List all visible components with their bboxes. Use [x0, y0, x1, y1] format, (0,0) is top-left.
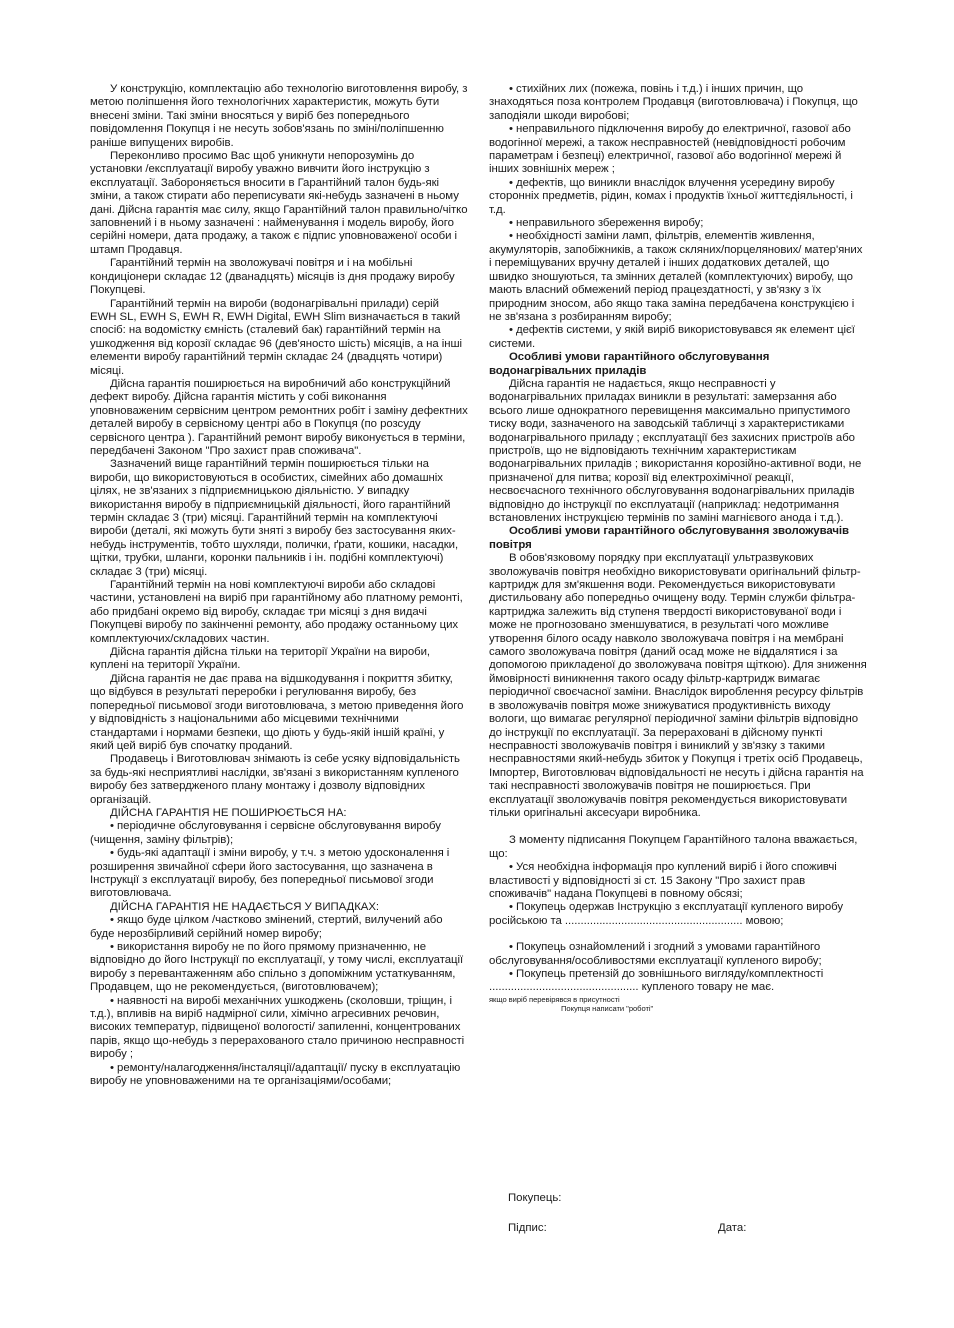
paragraph: • будь-які адаптації і зміни виробу, у т.ч. з метою удосконалення і розширення звичайної сфери його застосування, що зазначена в Інструкції з експлуатації виробу, без попередньої письмової згоди виготовлювача.: [90, 847, 450, 900]
paragraph: Гарантійний термін на нові комплектуючі вироби або складові частини, установлені на виріб при гарантійному або платному ремонті, або придбані окремо від виробу, складає три місяці з дня видачі Покупцеві виробу по закінченні ремонту, або продажу останньому цих комплектуючих/складових частин.: [90, 579, 463, 645]
paragraph: Дійсна гарантія не дає права на відшкодування і покриття збитку, що відбувся в результаті переробки і регулювання виробу, без попередньої письмової згоди виготовлювача, з метою приведення його у відповідність з національними або місцевими технічними стандартами і нормами безпеки, що діють у будь-якій іншій країні, у який цей виріб був спочатку проданий.: [90, 672, 464, 752]
paragraph: • Покупець ознайомлений і згодний з умовами гарантійного обслуговування/особливостями експлуатації купленого виробу;: [489, 941, 822, 967]
section-heading: Особливі умови гарантійного обслуговування зволожувачів повітря: [489, 525, 850, 551]
left-column: [90, 83, 468, 1088]
buyer-label: Покупець:: [508, 1192, 562, 1204]
paragraph: ДІЙСНА ГАРАНТІЯ НЕ ПОШИРЮЄТЬСЯ НА:: [110, 806, 347, 819]
paragraph: • дефектів, що виникли внаслідок влучення усередину виробу сторонніх предметів, рідин, комах і продуктів їхньої життєдіяльності, і т.д.: [489, 176, 853, 216]
paragraph: ДІЙСНА ГАРАНТІЯ НЕ НАДАЄТЬСЯ У ВИПАДКАХ:: [110, 900, 379, 913]
paragraph: Гарантійний термін на вироби (водонагрівальні прилади) серій EWH SL, EWH S, EWH R, EWH Digital, EWH Slim визначається в такий спосіб: на водомістку ємність (сталевий бак) гарантійний термін на ушкодження від корозії складає 96 (дев'яносто шість) місяців, а на інші елементи виробу гарантійний термін складає 24 (двадцять чотири) місяці.: [90, 297, 463, 377]
paragraph: Дійсна гарантія поширюється на виробничий або конструкційний дефект виробу. Дійсна гарантія містить у собі виконання уповноваженим сервісним центром ремонтних робіт і заміну дефектних деталей виробу в сервісному центрі або в Покупця (по розсуду сервісного центра ). Гарантійний ремонт виробу виконується в терміни, передбачені Законом "Про захист прав споживача".: [90, 377, 468, 457]
paragraph: • стихійних лих (пожежа, повінь і т.д.) і інших причин, що знаходяться поза контролем Продавця (виготовлювача) і Покупця, що заподіяли шкоди виробові;: [489, 83, 858, 122]
paragraph: Дійсна гарантія дійсна тільки на території України на вироби, куплені на території України.: [90, 646, 431, 672]
paragraph: • необхідності заміни ламп, фільтрів, елементів живлення, акумуляторів, запобіжників, а також скляних/порцелянових/ матер'яних і переміщуваних вручну деталей і інших додаткових деталей, що швидко зношуються, та змінних деталей (комплектуючих) виробу, що мають власний обмежений період працездатності, у зв'язку з їх природним зносом, або якщо така заміна передбачена конструкцією і не зв'язана з розбиранням виробу;: [489, 230, 863, 323]
paragraph: • наявності на виробі механічних ушкоджень (сколовши, тріщин, і т.д.), впливів на виріб надмірної сили, хімічно агресивних речовин, високих температур, підвищеної вологості/ запиленні, концентрованих парів, якщо що-небудь з перерахованого стало причиною несправності виробу ;: [90, 994, 465, 1061]
paragraph: Продавець і Виготовлювач знімають із себе усяку відповідальність за будь-які несприятливі наслідки, зв'язані з використанням купленого виробу без затвердженого плану монтажу і дозволу відповідних організацій.: [90, 753, 460, 806]
paragraph: З моменту підписання Покупцем Гарантійного талона вважається, що:: [489, 834, 858, 860]
section-heading: Особливі умови гарантійного обслуговування водонагрівальних приладів: [489, 351, 770, 377]
paragraph: • Покупець одержав Інструкцію з експлуатації купленого виробу російською та ......................................................... мовою;: [489, 901, 843, 927]
paragraph: • неправильного збереження виробу;: [509, 217, 704, 230]
small-note: Покупця написати "роботі": [561, 1003, 654, 1013]
signature-label: Підпис:: [508, 1222, 547, 1234]
paragraph: • Уся необхідна інформація про куплений виріб і його споживчі властивості у відповідності зі ст. 15 Закону "Про захист прав споживачів" надана Покупцеві в повному обсязі;: [489, 861, 837, 900]
paragraph: У конструкцію, комплектацію або технологію виготовлення виробу, з метою поліпшення його технологічних характеристик, можуть бути внесені зміни. Такі зміни вносяться у виріб без попереднього повідомлення Покупця і не несуть зобов'язань по зміні/поліпшенню раніше випущених виробів.: [90, 83, 468, 149]
small-note: якщо виріб перевірявся в присутності: [489, 994, 620, 1004]
paragraph: • періодичне обслуговування і сервісне обслуговування виробу (чищення, заміну фільтрів);: [90, 820, 441, 846]
paragraph: • Покупець претензій до зовнішнього вигляду/комплектності ................................................ купленого товару не має.: [489, 968, 824, 994]
paragraph: Зазначений вище гарантійний термін поширюється тільки на вироби, що використовуються в особистих, сімейних або домашніх цілях, не зв'язаних з підприємницькою діяльністю. У випадку використання виробу в підприємницькій діяльності, його гарантійний термін складає 3 (три) місяці. Гарантійний термін на комплектуючі вироби (деталі, які можуть бути зняті з виробу без застосування яких-небудь інструментів, тобто шухляди, полички, ґрати, кошики, насадки, щітки, трубки, шланги, коронки пальників і ін. подібні комплектуючі) складає 3 (три) місяці.: [90, 458, 459, 578]
paragraph: Переконливо просимо Вас щоб уникнути непорозумінь до установки /експлуатації виробу уважно вивчити його інструкцію з експлуатації. Забороняється вносити в Гарантійний талон будь-які зміни, а також стирати або переписувати які-небудь зазначені в ньому дані. Дійсна гарантія має силу, якщо Гарантійний талон правильно/чітко заповнений і в ньому зазначені : найменування і модель виробу, його серійні номери, дата продажу, а також є підпис уповноваженої особи і штамп Продавця.: [90, 150, 468, 256]
paragraph: • дефектів системи, у якій виріб використовувався як елемент цієї системи.: [489, 324, 855, 350]
paragraph: • неправильного підключення виробу до електричної, газової або водогінної мережі, а також несправностей (невідповідності робочим параметрам і безпеці) електричної, газової або водогінної мережі й інших зовнішніх мереж ;: [489, 123, 851, 176]
paragraph: • ремонту/налагодження/інсталяції/адаптації/ пуску в експлуатацію виробу не уповноваженими на те організаціями/особами;: [90, 1061, 461, 1088]
right-column: [489, 83, 867, 1013]
paragraph: В обов'язковому порядку при експлуатації ультразвукових зволожувачів повітря необхідно використовувати оригінальний фільтр-картридж для зм'якшення води. Рекомендується використовувати дистильовану або попередньо очищену воду. Термін служби фільтра-картриджа залежить від ступеня твердості використовуваної води і може не прогнозовано зменшуватися, в результаті чого можливе утворення білого осаду навколо зволожувача повітря і на мембрані самого зволожувача повітря (даний осад може не віддалятися і за допомогою прикладеної до зволожувача повітря щіткою). Для зниження ймовірності виникнення такого осаду фільтр-картридж вимагає періодичної своєчасної заміни. Внаслідок вироблення ресурсу фільтрів в зволожувачів повітря може знижуватися продуктивність виходу вологи, що вимагає регулярної періодичної заміни фільтрів відповідно до інструкції по експлуатації. За перераховані в дійсному пункті несправності зволожувачів повітря і виниклий у зв'язку з такими несправностями який-небудь збиток у Покупця і третіх осіб Продавець, Імпортер, Виготовлювач відповідальності не несуть і дійсна гарантія на такі несправності зволожувачів повітря не поширюється. При експлуатації зволожувачів повітря рекомендується використовувати тільки оригінальні аксесуари виробника.: [489, 552, 867, 819]
paragraph: Дійсна гарантія не надається, якщо несправності у водонагрівальних приладах виникли в результаті: замерзання або всього лише однократного перевищення максимально припустимого тиску води, зазначеного на заводській табличці з характеристиками водонагрівального приладу ; експлуатації без захисних пристроїв або пристроїв, що не відповідають технічним характеристикам водонагрівальних приладів ; використання корозійно-активної води, не призначеної для питва; корозії від електрохімічної реакції, несвоєчасного технічного обслуговування водонагрівальних приладів відповідно до інструкції по експлуатації (наприклад: недотримання встановлених інструкцією термінів по заміні магнієвого анода і т.д.).: [489, 377, 862, 524]
paragraph: Гарантійний термін на зволожувачі повітря и і на мобільні кондиціонери складає 12 (дванадцять) місяців із дня продажу виробу Покупцеві.: [90, 257, 455, 297]
date-label: Дата:: [718, 1222, 747, 1234]
paragraph: • якщо буде цілком /частково змінений, стертий, вилучений або буде нерозбірливий серійний номер виробу;: [90, 914, 443, 940]
paragraph: • використання виробу не по його прямому призначенню, не відповідно до його Інструкції по експлуатації, у тому числі, експлуатації виробу з перевантаженням або спільно з допоміжним устаткуванням, Продавцем, що не рекомендується, (виготовлювачем);: [90, 941, 464, 994]
